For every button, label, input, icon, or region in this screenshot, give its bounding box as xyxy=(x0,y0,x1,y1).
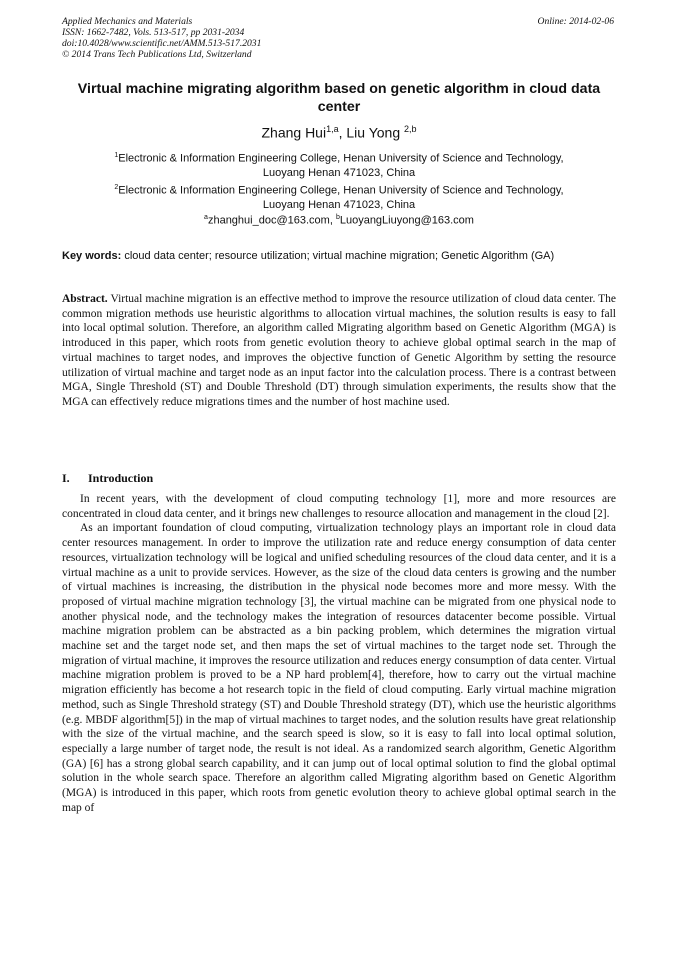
affiliation-superscript: 1 xyxy=(114,152,119,159)
journal-name: Applied Mechanics and Materials xyxy=(62,16,193,27)
keywords xyxy=(62,249,616,264)
affiliation-line: Luoyang Henan 471023, China xyxy=(262,167,416,180)
email-superscript: a xyxy=(204,214,208,221)
affiliation-line: Electronic & Information Engineering College, Henan University of Science and Technology, xyxy=(118,184,564,197)
affiliation xyxy=(62,181,616,213)
paragraph: In recent years, with the development of cloud computing technology [1], more and more resources are concentrated in cloud data center, and it brings new challenges to resource allocation and management in the cloud [2]. xyxy=(62,493,616,520)
introduction-body xyxy=(62,492,616,815)
keywords-label: Key words: xyxy=(62,250,122,262)
abstract-text: Virtual machine migration is an effective method to improve the resource utilization of cloud data center. The common migration methods use heuristic algorithms to allocation virtual machines, the solution results is easy to fall into local optimal solution. Therefore, an algorithm called Migrating algorithm based on Genetic Algorithm (MGA) is introduced in this paper, which roots from genetic evolution theory to achieve global optimal search in the map of virtual machines to target nodes, and improves the objective function of Genetic Algorithm by setting the resource utilization of virtual machine and target node as an input factor into the calculation process. There is a contrast between MGA, Single Threshold (ST) and Double Threshold (DT) through simulation experiments, the results show that the MGA can effectively reduce migrations times and the number of host machine used. xyxy=(62,293,616,408)
keywords-text: cloud data center; resource utilization; virtual machine migration; Genetic Algorithm (GA) xyxy=(124,250,555,262)
email-superscript: b xyxy=(335,214,340,221)
affiliation-line: Electronic & Information Engineering College, Henan University of Science and Technology, xyxy=(118,152,564,165)
author-superscript: 2,b xyxy=(404,124,417,134)
author-list: Zhang Hui$^{1,a}$, Liu Yong $^{2,b}$ xyxy=(261,124,417,141)
doi-line: doi:10.4028/www.scientific.net/AMM.513-517.2031 xyxy=(62,38,262,49)
author-name: Zhang Hui xyxy=(261,124,327,141)
paper-title: Virtual machine migrating algorithm based on genetic algorithm in cloud data center xyxy=(77,81,601,115)
section-title: Introduction xyxy=(88,471,154,485)
email-address: LuoyangLiuyong@163.com xyxy=(339,214,474,227)
online-date: Online: 2014-02-06 xyxy=(537,16,614,27)
affiliation xyxy=(62,149,616,181)
issn-line: ISSN: 1662-7482, Vols. 513-517, pp 2031-2034 xyxy=(62,27,245,38)
abstract xyxy=(62,292,616,410)
author-superscript: 1,a xyxy=(326,124,339,134)
author-name: Liu Yong xyxy=(346,124,401,141)
affiliations xyxy=(62,149,616,213)
author-emails: $^a$zhanghui_doc@163.com, $^b$LuoyangLiuyong@163.com xyxy=(204,214,474,227)
affiliation-superscript: 2 xyxy=(114,183,119,191)
affiliation-line: Luoyang Henan 471023, China xyxy=(262,199,416,212)
section-heading xyxy=(62,471,153,486)
email-address: zhanghui_doc@163.com xyxy=(207,214,330,227)
journal-header xyxy=(62,16,261,60)
copyright-line: © 2014 Trans Tech Publications Ltd, Switzerland xyxy=(62,49,252,60)
paragraph: As an important foundation of cloud computing, virtualization technology plays an important role in cloud data center resources management. In order to improve the utilization rate and reduce energy consumption of data center resources, virtualization technology will be logical and unified scheduling resources of the cloud data center, and it is a virtual machine as a unit to provide services. However, as the size of the cloud data centers is growing and the number of virtual machines is increasing, the distribution in the physical node becomes more and more messy. With the proposed of virtual machine migration technology [3], the virtual machine can be migrated from one physical node to another physical node, and the technology makes the integration of resources datacenter become possible. Virtual machine migration problem can be abstracted as a bin packing problem, which determines the migration virtual machine set and the target node set, and then maps the set of virtual machines to the target node set. Through the migration of virtual machine, it improves the resource utilization and reduces energy consumption of data center. Virtual machine migration problem is proved to be a NP hard problem[4], therefore, how to carry out the virtual machine migration efficiently has become a hot research topic in the field of cloud computing. Early virtual machine migration method, such as Single Threshold strategy (ST) and Double Threshold strategy (DT), which use the heuristic algorithms (e.g. MBDF algorithm[5]) in the map of virtual machines to target nodes, and the solution results have great relationship with the size of the virtual machine, and the search speed is slow, so it is easy to fall into local optimal solution, especially a large number of target node, the result is not ideal. As a randomized search algorithm, Genetic Algorithm (GA) [6] has a strong global search capability, and it can jump out of local optimal solution to find the global optimal solution in the whole search space. Therefore an algorithm called Migrating algorithm based on Genetic Algorithm (MGA) is introduced in this paper, which roots from genetic evolution theory to achieve global optimal search in the map of xyxy=(62,522,616,814)
section-number: I. xyxy=(62,471,70,485)
abstract-label: Abstract. xyxy=(62,293,108,305)
